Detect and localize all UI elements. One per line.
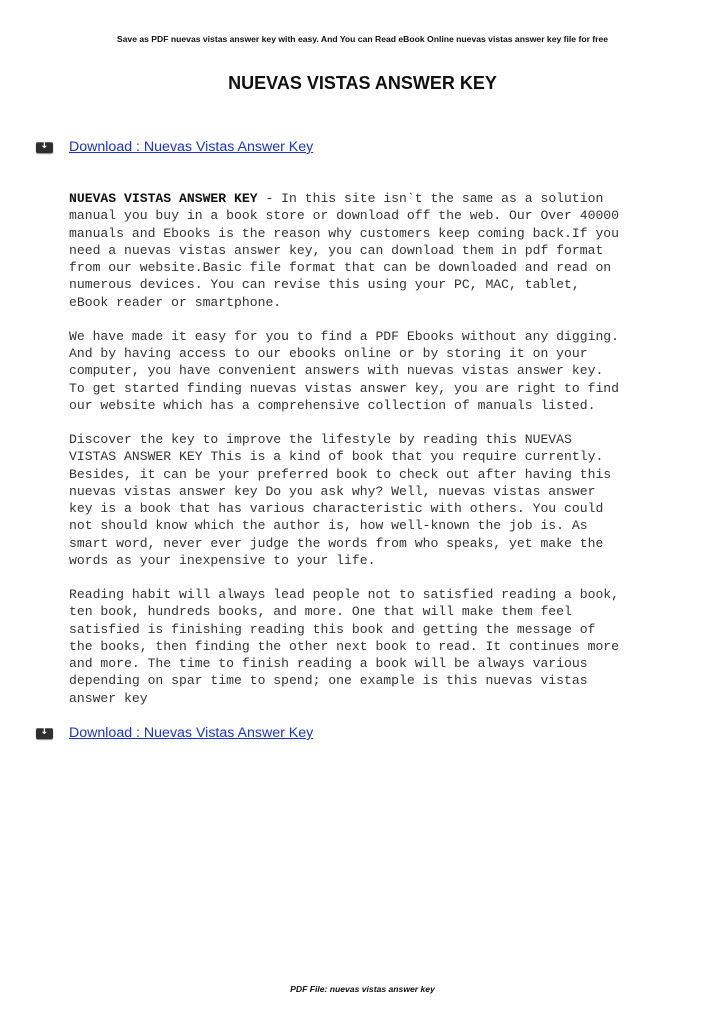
- download-icon[interactable]: [36, 728, 53, 739]
- download-link-top[interactable]: Download : Nuevas Vistas Answer Key: [69, 139, 314, 155]
- document-title: NUEVAS VISTAS ANSWER KEY: [228, 73, 497, 93]
- footer-note: PDF File: nuevas vistas answer key: [290, 984, 435, 994]
- header-note: Save as PDF nuevas vistas answer key with easy. And You can Read eBook Online nuevas vistas answer key file for free: [116, 34, 609, 44]
- download-icon[interactable]: [36, 142, 53, 153]
- body-text: [69, 190, 694, 724]
- paragraph-intro: [69, 190, 694, 311]
- paragraph-intro-lead: NUEVAS VISTAS ANSWER KEY: [69, 191, 258, 206]
- paragraph-discover: Discover the key to improve the lifestyle by reading this NUEVAS VISTAS ANSWER KEY This is a kind of book that you require currently. Besides, it can be your preferred book to check out after having this nuevas vistas answer key Do you ask why? Well, nuevas vistas answer key is a book that has various characteristic with others. You could not should know which the author is, how well-known the job is. As smart word, never ever judge the words from who speaks, yet make the words as your inexpensive to your life.: [69, 432, 612, 568]
- paragraph-easy-find: We have made it easy for you to find a PDF Ebooks without any digging. And by having access to our ebooks online or by storing it on your computer, you have convenient answers with nuevas vistas answer key. To get started finding nuevas vistas answer key, you are right to find our website which has a comprehensive collection of manuals listed.: [69, 328, 620, 413]
- paragraph-intro-text: - In this site isn`t the same as a solution manual you buy in a book store or download off the web. Our Over 40000 manuals and Ebooks is the reason why customers keep coming back.If you need a nuevas vistas answer key, you can download them in pdf format from our website.Basic file format that can be downloaded and read on numerous devices. You can revise this using your PC, MAC, tablet, eBook reader or smartphone.: [69, 191, 620, 310]
- download-row-top: [36, 138, 313, 156]
- download-link-bottom[interactable]: Download : Nuevas Vistas Answer Key: [69, 725, 314, 741]
- paragraph-reading-habit: Reading habit will always lead people not to satisfied reading a book, ten book, hundreds books, and more. One that will make them feel satisfied is finishing reading this book and getting the message of the books, then finding the other next book to read. It continues more and more. The time to finish reading a book will be always various depending on spar time to spend; one example is this nuevas vistas answer key: [69, 587, 620, 706]
- download-row-bottom: [36, 724, 313, 742]
